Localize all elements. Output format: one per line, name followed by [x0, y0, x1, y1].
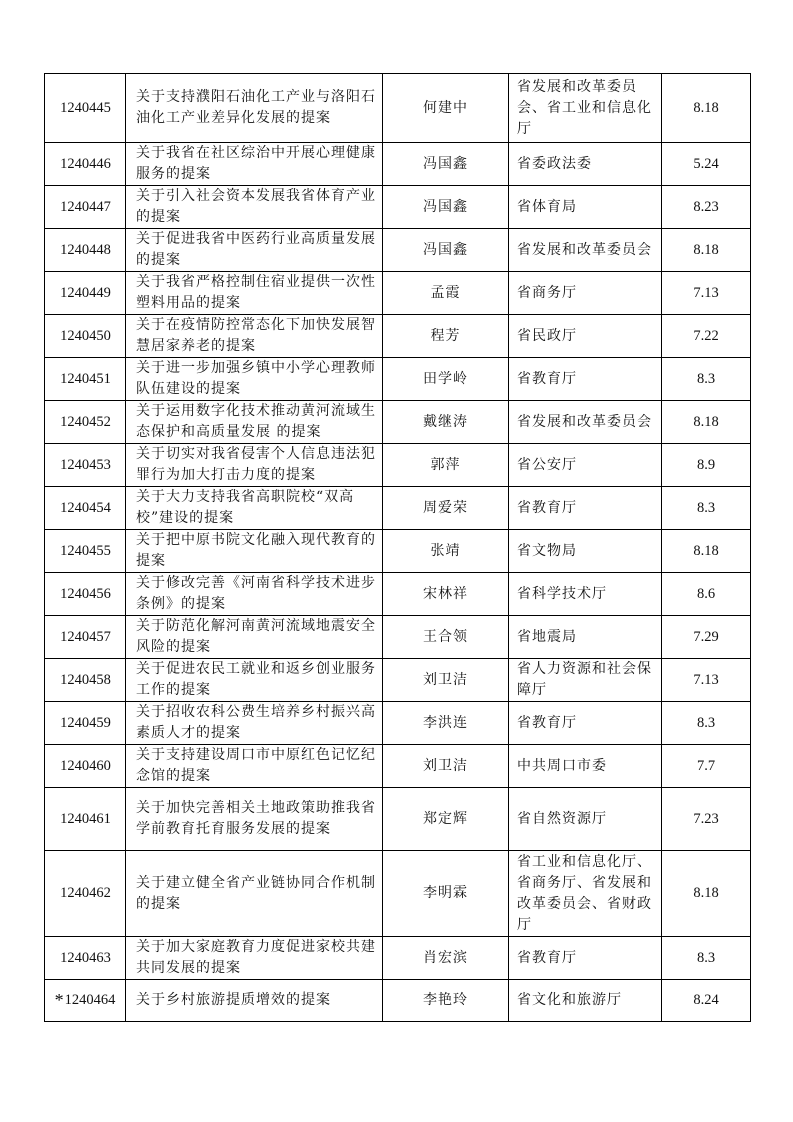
proposal-number: 1240460 [60, 757, 111, 774]
date-cell: 8.24 [662, 980, 751, 1022]
proposal-title-cell: 关于促进我省中医药行业高质量发展的提案 [126, 229, 383, 272]
proposer-cell: 宋林祥 [383, 573, 509, 616]
proposal-number: 1240452 [60, 413, 111, 430]
proposer-cell: 何建中 [383, 74, 509, 143]
date-cell: 8.6 [662, 573, 751, 616]
handling-unit-cell: 省商务厅 [509, 272, 662, 315]
table-row [45, 74, 751, 143]
date-cell: 8.3 [662, 358, 751, 401]
table-row [45, 851, 751, 937]
table-row [45, 702, 751, 745]
proposal-number-cell [45, 937, 126, 980]
proposer-cell: 孟霞 [383, 272, 509, 315]
proposer-cell: 冯国鑫 [383, 229, 509, 272]
date-cell: 8.18 [662, 530, 751, 573]
proposer-cell: 李洪连 [383, 702, 509, 745]
proposal-title-cell: 关于加大家庭教育力度促进家校共建共同发展的提案 [126, 937, 383, 980]
proposal-number-cell [45, 229, 126, 272]
proposer-cell: 刘卫洁 [383, 745, 509, 788]
table-row [45, 272, 751, 315]
handling-unit-cell: 省发展和改革委员会 [509, 229, 662, 272]
proposal-title-cell: 关于进一步加强乡镇中小学心理教师队伍建设的提案 [126, 358, 383, 401]
handling-unit-cell: 省体育局 [509, 186, 662, 229]
proposal-number: 1240459 [60, 714, 111, 731]
date-cell: 8.18 [662, 229, 751, 272]
proposal-number: 1240453 [60, 456, 111, 473]
proposal-number: 1240461 [60, 810, 111, 827]
proposal-number: 1240455 [60, 542, 111, 559]
handling-unit-cell: 省教育厅 [509, 937, 662, 980]
handling-unit-cell: 省地震局 [509, 616, 662, 659]
proposer-cell: 戴继涛 [383, 401, 509, 444]
table-row [45, 401, 751, 444]
proposal-number: 1240448 [60, 241, 111, 258]
proposer-cell: 肖宏滨 [383, 937, 509, 980]
table-row [45, 229, 751, 272]
proposer-cell: 王合领 [383, 616, 509, 659]
proposal-title-cell: 关于促进农民工就业和返乡创业服务工作的提案 [126, 659, 383, 702]
proposal-number: 1240446 [60, 155, 111, 172]
table-row [45, 487, 751, 530]
table-row [45, 186, 751, 229]
date-cell: 8.18 [662, 851, 751, 937]
table-row [45, 530, 751, 573]
proposal-title-cell: 关于我省在社区综治中开展心理健康服务的提案 [126, 143, 383, 186]
handling-unit-cell: 省民政厅 [509, 315, 662, 358]
date-cell: 5.24 [662, 143, 751, 186]
proposal-title-cell: 关于把中原书院文化融入现代教育的提案 [126, 530, 383, 573]
table-row [45, 745, 751, 788]
proposal-title-cell: 关于防范化解河南黄河流域地震安全风险的提案 [126, 616, 383, 659]
proposal-number: 1240462 [60, 885, 111, 901]
date-cell: 7.13 [662, 659, 751, 702]
proposal-number-cell [45, 358, 126, 401]
proposal-number: 1240450 [60, 327, 111, 344]
proposal-title-cell: 关于在疫情防控常态化下加快发展智慧居家养老的提案 [126, 315, 383, 358]
handling-unit-cell: 省自然资源厅 [509, 788, 662, 851]
proposal-number-cell [45, 702, 126, 745]
date-cell: 7.22 [662, 315, 751, 358]
proposal-number: 1240445 [60, 99, 111, 116]
proposal-number-cell [45, 980, 126, 1022]
proposal-number-cell [45, 272, 126, 315]
proposal-table [44, 73, 751, 1022]
proposal-title-cell: 关于建立健全省产业链协同合作机制的提案 [126, 851, 383, 937]
date-cell: 7.13 [662, 272, 751, 315]
proposer-cell: 田学岭 [383, 358, 509, 401]
date-cell: 8.3 [662, 937, 751, 980]
proposal-number-cell [45, 851, 126, 937]
handling-unit-cell: 省科学技术厅 [509, 573, 662, 616]
handling-unit-cell: 省文化和旅游厅 [509, 980, 662, 1022]
proposal-title-cell: 关于切实对我省侵害个人信息违法犯罪行为加大打击力度的提案 [126, 444, 383, 487]
proposal-number-cell [45, 74, 126, 143]
date-cell: 7.7 [662, 745, 751, 788]
proposal-title-cell: 关于加快完善相关土地政策助推我省学前教育托育服务发展的提案 [126, 788, 383, 851]
handling-unit-cell: 省教育厅 [509, 487, 662, 530]
date-cell: 8.9 [662, 444, 751, 487]
handling-unit-cell: 中共周口市委 [509, 745, 662, 788]
proposal-number: 1240447 [60, 198, 111, 215]
date-cell: 8.3 [662, 487, 751, 530]
proposal-number: 1240464 [64, 992, 116, 1008]
proposal-number-cell [45, 401, 126, 444]
proposal-title-cell: 关于乡村旅游提质增效的提案 [126, 980, 383, 1022]
proposer-cell: 冯国鑫 [383, 143, 509, 186]
proposal-number: 1240454 [60, 499, 111, 516]
handling-unit-cell: 省人力资源和社会保障厅 [509, 659, 662, 702]
handling-unit-cell: 省教育厅 [509, 358, 662, 401]
proposal-title-cell: 关于运用数字化技术推动黄河流域生态保护和高质量发展 的提案 [126, 401, 383, 444]
proposal-number-cell [45, 444, 126, 487]
table-row [45, 358, 751, 401]
proposal-number: 1240451 [60, 370, 111, 387]
proposer-cell: 刘卫洁 [383, 659, 509, 702]
proposal-table-body [45, 74, 751, 1022]
table-row [45, 143, 751, 186]
proposal-number-cell [45, 315, 126, 358]
proposal-title-cell: 关于招收农科公费生培养乡村振兴高素质人才的提案 [126, 702, 383, 745]
proposer-cell: 李明霖 [383, 851, 509, 937]
table-row [45, 444, 751, 487]
table-row [45, 616, 751, 659]
proposal-title-cell: 关于修改完善《河南省科学技术进步条例》的提案 [126, 573, 383, 616]
proposal-number: 1240463 [60, 949, 111, 966]
proposal-number-cell [45, 745, 126, 788]
date-cell: 8.18 [662, 401, 751, 444]
date-cell: 8.3 [662, 702, 751, 745]
proposer-cell: 郭萍 [383, 444, 509, 487]
handling-unit-cell: 省发展和改革委员会、省工业和信息化厅 [509, 74, 662, 143]
table-row [45, 573, 751, 616]
proposal-number-cell [45, 659, 126, 702]
date-cell: 8.18 [662, 74, 751, 143]
proposal-number-cell [45, 573, 126, 616]
table-row [45, 788, 751, 851]
proposal-title-cell: 关于引入社会资本发展我省体育产业的提案 [126, 186, 383, 229]
proposer-cell: 张靖 [383, 530, 509, 573]
proposer-cell: 程芳 [383, 315, 509, 358]
handling-unit-cell: 省发展和改革委员会 [509, 401, 662, 444]
proposal-title-cell: 关于大力支持我省高职院校“双高校”建设的提案 [126, 487, 383, 530]
asterisk-mark: * [54, 990, 64, 1010]
proposal-number-cell [45, 530, 126, 573]
proposal-number: 1240457 [60, 628, 111, 645]
handling-unit-cell: 省公安厅 [509, 444, 662, 487]
proposal-number-cell [45, 487, 126, 530]
proposal-number-cell [45, 186, 126, 229]
table-row [45, 937, 751, 980]
handling-unit-cell: 省工业和信息化厅、省商务厅、省发展和改革委员会、省财政厅 [509, 851, 662, 937]
proposer-cell: 冯国鑫 [383, 186, 509, 229]
handling-unit-cell: 省委政法委 [509, 143, 662, 186]
date-cell: 8.23 [662, 186, 751, 229]
table-row [45, 980, 751, 1022]
proposal-number: 1240458 [60, 671, 111, 688]
proposal-number-cell [45, 788, 126, 851]
date-cell: 7.29 [662, 616, 751, 659]
proposal-number: 1240456 [60, 585, 111, 602]
proposal-number: 1240449 [60, 284, 111, 301]
date-cell: 7.23 [662, 788, 751, 851]
table-row [45, 315, 751, 358]
proposal-title-cell: 关于我省严格控制住宿业提供一次性塑料用品的提案 [126, 272, 383, 315]
proposer-cell: 李艳玲 [383, 980, 509, 1022]
handling-unit-cell: 省文物局 [509, 530, 662, 573]
proposal-title-cell: 关于支持濮阳石油化工产业与洛阳石油化工产业差异化发展的提案 [126, 74, 383, 143]
proposal-number-cell [45, 616, 126, 659]
proposal-number-cell [45, 143, 126, 186]
proposal-title-cell: 关于支持建设周口市中原红色记忆纪念馆的提案 [126, 745, 383, 788]
handling-unit-cell: 省教育厅 [509, 702, 662, 745]
table-row [45, 659, 751, 702]
proposer-cell: 周爱荣 [383, 487, 509, 530]
proposer-cell: 郑定辉 [383, 788, 509, 851]
